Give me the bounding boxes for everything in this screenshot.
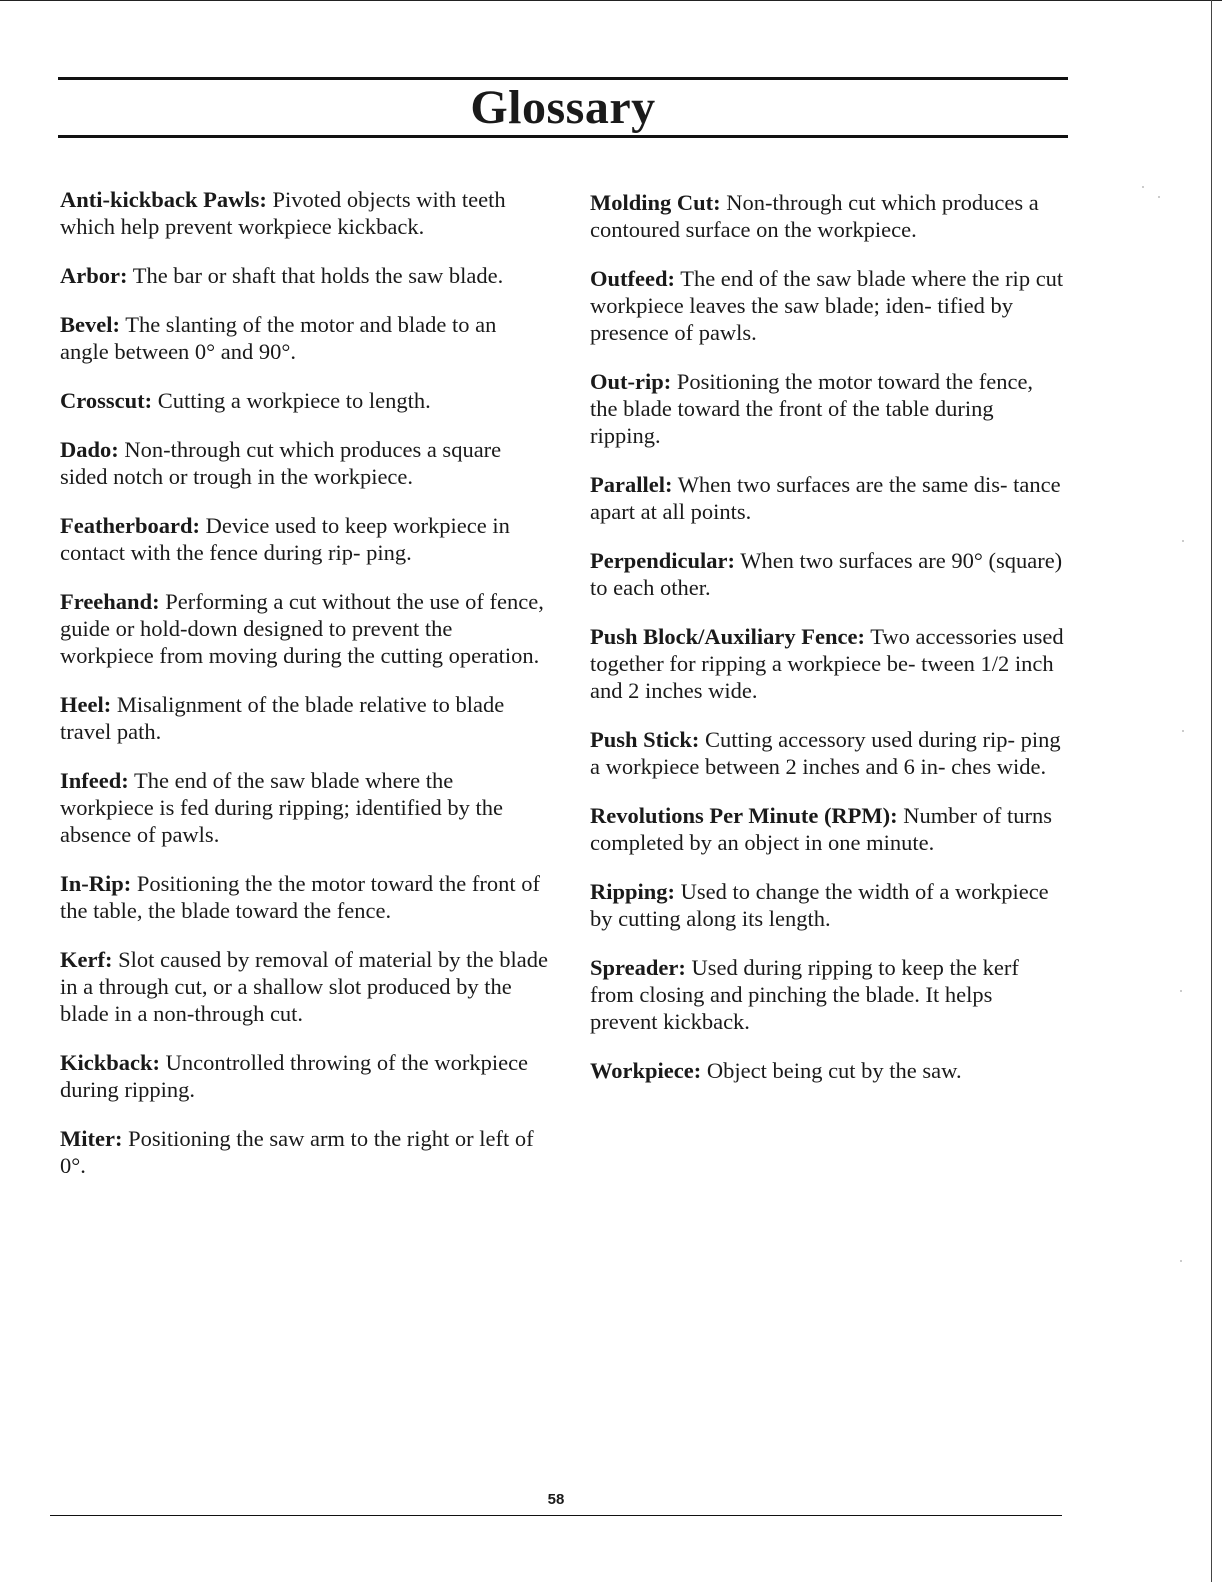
glossary-entry-bevel (60, 311, 550, 365)
glossary-entry-miter (60, 1125, 550, 1179)
glossary-entry-crosscut (60, 387, 550, 414)
glossary-entry-kickback (60, 1049, 550, 1103)
page-number: 58 (547, 1491, 565, 1508)
page-right-edge (1211, 0, 1212, 1582)
glossary-entry-ripping (590, 878, 1065, 932)
glossary-entry-featherboard (60, 512, 550, 566)
glossary-term: Dado: (60, 437, 119, 462)
glossary-definition: Positioning the motor toward the fence, the blade toward the front of the table during ripping. (590, 369, 1034, 448)
glossary-entry-infeed (60, 767, 550, 848)
glossary-definition: Number of turns completed by an object in one minute. (590, 803, 1053, 855)
glossary-entry-heel (60, 691, 550, 745)
glossary-definition: Used to change the width of a workpiece by cutting along its length. (590, 879, 1049, 931)
glossary-entry-dado (60, 436, 550, 490)
glossary-term: Kickback: (60, 1050, 161, 1075)
scan-speck (1180, 990, 1182, 992)
glossary-term: Arbor: (60, 263, 128, 288)
glossary-term: Spreader: (590, 955, 686, 980)
glossary-definition: Positioning the the motor toward the front of the table, the blade toward the fence. (60, 871, 540, 923)
glossary-term: Molding Cut: (590, 190, 721, 215)
glossary-definition: The slanting of the motor and blade to an angle between 0° and 90°. (60, 312, 497, 364)
scan-speck (1142, 186, 1144, 188)
glossary-term: Kerf: (60, 947, 113, 972)
glossary-definition: Positioning the saw arm to the right or left of 0°. (60, 1126, 534, 1178)
glossary-entry-outfeed (590, 265, 1065, 346)
glossary-entry-push-stick (590, 726, 1065, 780)
glossary-entry-workpiece (590, 1057, 1065, 1084)
footer-rule (50, 1515, 1062, 1516)
scan-speck (1182, 540, 1184, 542)
glossary-term: Heel: (60, 692, 112, 717)
glossary-definition: Used during ripping to keep the kerf from closing and pinching the blade. It helps prevent kickback. (590, 955, 1019, 1034)
glossary-entry-parallel (590, 471, 1065, 525)
glossary-definition: The end of the saw blade where the workpiece is fed during ripping; identified by the absence of pawls. (60, 768, 504, 847)
glossary-term: Push Block/Auxiliary Fence: (590, 624, 865, 649)
glossary-entry-out-rip (590, 368, 1065, 449)
glossary-term: Push Stick: (590, 727, 700, 752)
glossary-definition: Device used to keep workpiece in contact with the fence during rip- ping. (60, 513, 510, 565)
scan-speck (1180, 1260, 1182, 1262)
glossary-definition: Non-through cut which produces a square sided notch or trough in the workpiece. (60, 437, 502, 489)
glossary-term: Crosscut: (60, 388, 153, 413)
glossary-definition: When two surfaces are 90° (square) to each other. (590, 548, 1063, 600)
glossary-term: Out-rip: (590, 369, 672, 394)
page-title: Glossary (470, 81, 656, 134)
glossary-definition: Two accessories used together for ripping a workpiece be- tween 1/2 inch and 2 inches wide. (590, 624, 1064, 703)
glossary-definition: The bar or shaft that holds the saw blade. (132, 263, 504, 288)
glossary-entry-in-rip (60, 870, 550, 924)
glossary-term: Outfeed: (590, 266, 675, 291)
page-top-edge (0, 0, 1222, 1)
glossary-term: Parallel: (590, 472, 673, 497)
glossary-entry-push-block (590, 623, 1065, 704)
glossary-term: Revolutions Per Minute (RPM): (590, 803, 898, 828)
glossary-definition: Pivoted objects with teeth which help prevent workpiece kickback. (60, 187, 506, 239)
glossary-entry-arbor (60, 262, 550, 289)
glossary-term: Miter: (60, 1126, 123, 1151)
glossary-term: Anti-kickback Pawls: (60, 187, 267, 212)
glossary-definition: Cutting a workpiece to length. (157, 388, 431, 413)
glossary-definition: When two surfaces are the same dis- tance apart at all points. (590, 472, 1061, 524)
glossary-entry-rpm (590, 802, 1065, 856)
glossary-term: Workpiece: (590, 1058, 702, 1083)
glossary-term: In-Rip: (60, 871, 132, 896)
glossary-definition: Performing a cut without the use of fence, guide or hold-down designed to prevent the workpiece from moving during the cutting operation. (60, 589, 544, 668)
glossary-entry-freehand (60, 588, 550, 669)
glossary-entry-spreader (590, 954, 1065, 1035)
glossary-left-column (60, 186, 550, 1201)
glossary-term: Freehand: (60, 589, 160, 614)
glossary-right-column (590, 189, 1065, 1106)
glossary-definition: Slot caused by removal of material by the blade in a through cut, or a shallow slot produced by the blade in a non-through cut. (60, 947, 548, 1026)
glossary-definition: The end of the saw blade where the rip cut workpiece leaves the saw blade; iden- tified by presence of pawls. (590, 266, 1064, 345)
glossary-definition: Non-through cut which produces a contoured surface on the workpiece. (590, 190, 1039, 242)
glossary-definition: Cutting accessory used during rip- ping a workpiece between 2 inches and 6 in- ches wide. (590, 727, 1061, 779)
glossary-entry-molding-cut (590, 189, 1065, 243)
glossary-definition: Object being cut by the saw. (706, 1058, 962, 1083)
glossary-definition: Uncontrolled throwing of the workpiece during ripping. (60, 1050, 529, 1102)
scan-speck (1158, 196, 1160, 198)
title-rule-bottom (58, 135, 1068, 138)
glossary-term: Ripping: (590, 879, 676, 904)
glossary-term: Perpendicular: (590, 548, 735, 573)
glossary-term: Featherboard: (60, 513, 200, 538)
glossary-entry-kerf (60, 946, 550, 1027)
glossary-entry-perpendicular (590, 547, 1065, 601)
scan-speck (1182, 730, 1184, 732)
glossary-term: Bevel: (60, 312, 120, 337)
glossary-term: Infeed: (60, 768, 129, 793)
glossary-definition: Misalignment of the blade relative to blade travel path. (60, 692, 505, 744)
glossary-entry-anti-kickback-pawls (60, 186, 550, 240)
